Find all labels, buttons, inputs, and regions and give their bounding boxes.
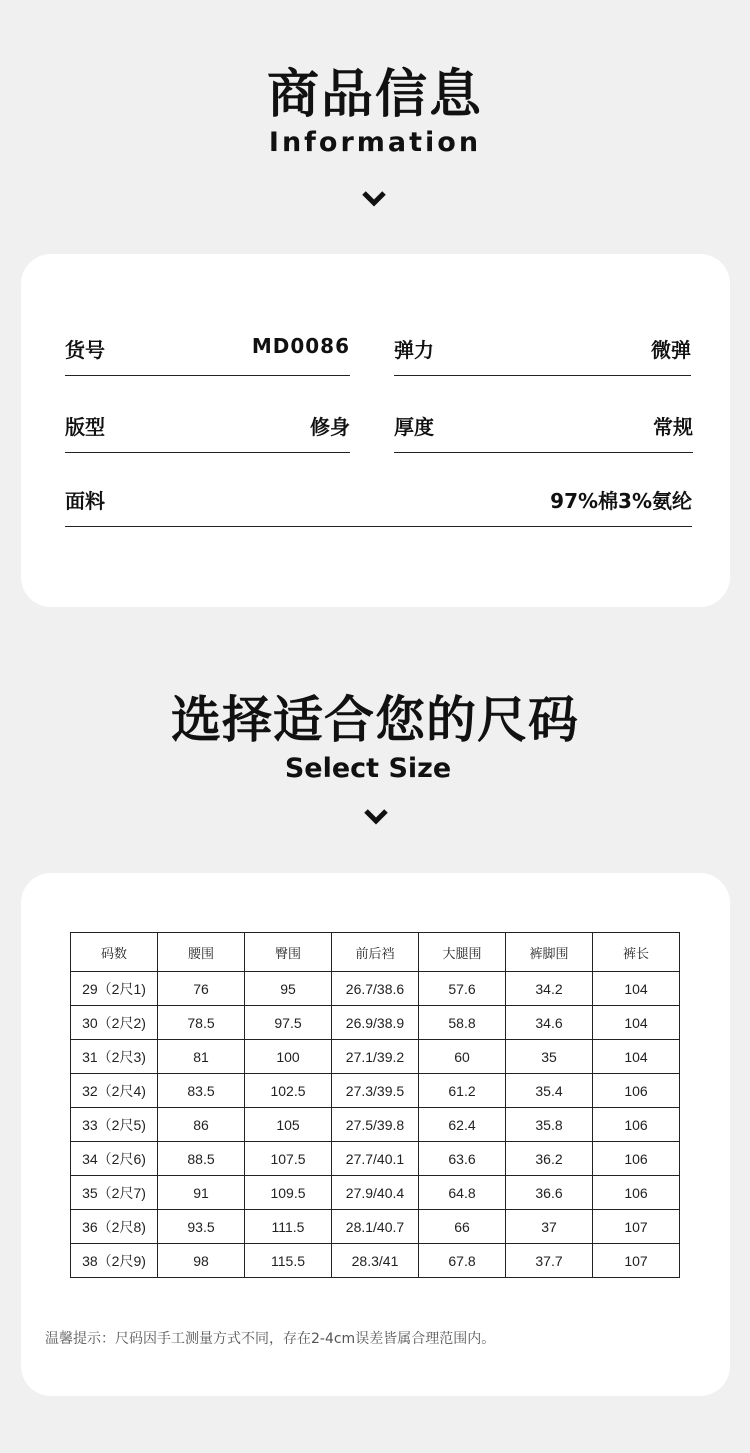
header-hip: 臀围 [245,933,332,972]
info-value: 微弹 [651,338,691,362]
table-cell: 106 [593,1176,680,1210]
table-cell: 93.5 [158,1210,245,1244]
table-cell: 27.3/39.5 [332,1074,419,1108]
info-title: 商品信息 [266,65,483,125]
size-chart-card [21,873,730,1396]
table-cell: 104 [593,972,680,1006]
table-cell: 104 [593,1040,680,1074]
table-cell: 81 [158,1040,245,1074]
table-row [71,1210,680,1244]
table-row [71,1176,680,1210]
table-cell: 34.6 [506,1006,593,1040]
table-cell: 107.5 [245,1142,332,1176]
info-value: MD0086 [251,334,350,358]
table-cell: 105 [245,1108,332,1142]
info-label: 版型 [65,415,105,439]
table-cell: 66 [419,1210,506,1244]
table-cell: 28.3/41 [332,1244,419,1278]
table-cell: 26.7/38.6 [332,972,419,1006]
info-row-elasticity [394,316,691,376]
header-thigh: 大腿围 [419,933,506,972]
table-cell: 111.5 [245,1210,332,1244]
table-cell: 28.1/40.7 [332,1210,419,1244]
table-row [71,1108,680,1142]
table-header-row [71,933,680,972]
table-cell: 35.8 [506,1108,593,1142]
table-cell: 29（2尺1) [71,972,158,1006]
table-cell: 88.5 [158,1142,245,1176]
table-cell: 95 [245,972,332,1006]
table-cell: 86 [158,1108,245,1142]
table-row [71,1244,680,1278]
table-cell: 27.7/40.1 [332,1142,419,1176]
table-cell: 97.5 [245,1006,332,1040]
info-value: 常规 [653,415,693,439]
table-cell: 57.6 [419,972,506,1006]
table-cell: 26.9/38.9 [332,1006,419,1040]
table-cell: 115.5 [245,1244,332,1278]
size-subtitle: Select Size [284,753,452,784]
table-cell: 37 [506,1210,593,1244]
header-size: 码数 [71,933,158,972]
table-cell: 58.8 [419,1006,506,1040]
table-row [71,972,680,1006]
table-cell: 35（2尺7) [71,1176,158,1210]
table-cell: 27.5/39.8 [332,1108,419,1142]
table-cell: 78.5 [158,1006,245,1040]
table-cell: 91 [158,1176,245,1210]
table-cell: 106 [593,1074,680,1108]
table-cell: 106 [593,1142,680,1176]
table-cell: 37.7 [506,1244,593,1278]
info-row-fit [65,393,350,453]
table-cell: 64.8 [419,1176,506,1210]
header-length: 裤长 [593,933,680,972]
table-cell: 100 [245,1040,332,1074]
info-row-thickness [394,393,693,453]
header-rise: 前后裆 [332,933,419,972]
table-cell: 27.9/40.4 [332,1176,419,1210]
table-cell: 83.5 [158,1074,245,1108]
table-row [71,1040,680,1074]
table-cell: 67.8 [419,1244,506,1278]
table-cell: 27.1/39.2 [332,1040,419,1074]
table-cell: 34.2 [506,972,593,1006]
info-subtitle: Information [268,127,482,158]
table-cell: 30（2尺2) [71,1006,158,1040]
table-row [71,1006,680,1040]
table-row [71,1142,680,1176]
info-label: 厚度 [394,415,434,439]
table-cell: 35.4 [506,1074,593,1108]
info-value: 修身 [310,415,350,439]
table-cell: 33（2尺5) [71,1108,158,1142]
table-cell: 63.6 [419,1142,506,1176]
header-waist: 腰围 [158,933,245,972]
table-cell: 102.5 [245,1074,332,1108]
table-cell: 32（2尺4) [71,1074,158,1108]
table-cell: 36（2尺8) [71,1210,158,1244]
table-row [71,1074,680,1108]
table-cell: 104 [593,1006,680,1040]
table-cell: 98 [158,1244,245,1278]
table-cell: 61.2 [419,1074,506,1108]
info-label: 面料 [65,489,105,513]
table-cell: 107 [593,1210,680,1244]
table-cell: 34（2尺6) [71,1142,158,1176]
product-info-card [21,254,730,607]
info-label: 货号 [65,338,105,362]
info-value: 97%棉3%氨纶 [550,489,692,513]
size-tip: 温馨提示：尺码因手工测量方式不同，存在2-4cm误差皆属合理范围内。 [45,1331,496,1347]
table-cell: 62.4 [419,1108,506,1142]
info-row-fabric [65,467,692,527]
info-row-item-no [65,316,350,376]
table-cell: 106 [593,1108,680,1142]
table-cell: 31（2尺3) [71,1040,158,1074]
chevron-down-icon [363,808,389,826]
table-cell: 60 [419,1040,506,1074]
table-cell: 107 [593,1244,680,1278]
table-cell: 35 [506,1040,593,1074]
info-label: 弹力 [394,338,434,362]
table-cell: 38（2尺9) [71,1244,158,1278]
chevron-down-icon [361,190,387,208]
size-table [70,932,680,1278]
table-cell: 36.6 [506,1176,593,1210]
header-leg-opening: 裤脚围 [506,933,593,972]
table-cell: 109.5 [245,1176,332,1210]
table-cell: 36.2 [506,1142,593,1176]
size-title: 选择适合您的尺码 [171,691,579,749]
table-cell: 76 [158,972,245,1006]
